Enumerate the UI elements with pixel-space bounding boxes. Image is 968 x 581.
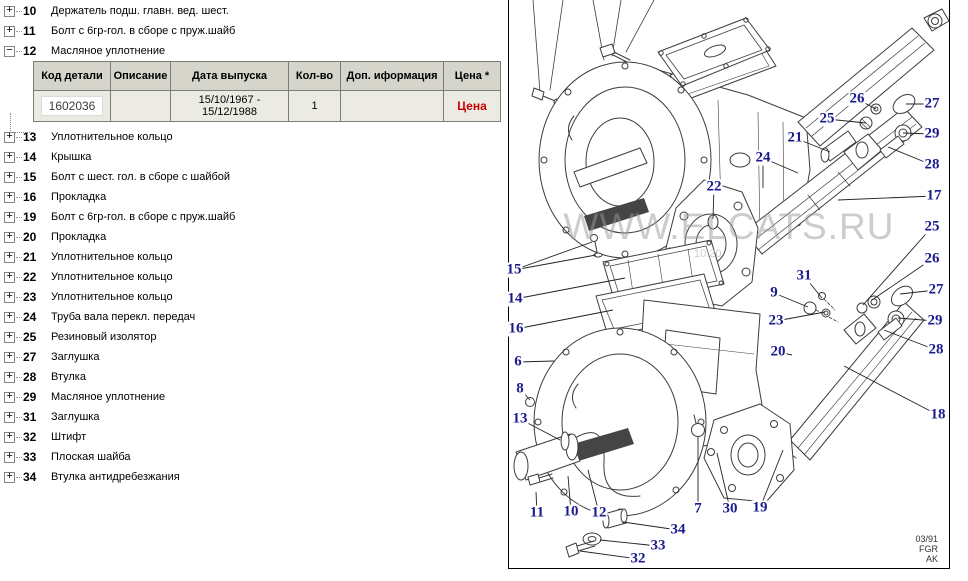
collapse-icon[interactable]: − (4, 46, 15, 57)
expand-icon[interactable]: + (4, 452, 15, 463)
callout-23[interactable]: 23 (768, 312, 784, 329)
callout-12[interactable]: 12 (591, 504, 607, 521)
expand-icon[interactable]: + (4, 6, 15, 17)
parts-tree-top (0, 0, 508, 61)
tree-item-33[interactable] (0, 447, 508, 467)
tree-item-number: 24 (23, 310, 37, 324)
callout-24[interactable]: 24 (755, 149, 771, 166)
tree-item-12[interactable] (0, 41, 508, 61)
callout-21[interactable]: 21 (787, 129, 803, 146)
exploded-view-drawing (508, 0, 968, 581)
tree-dash (16, 436, 22, 438)
tree-item-20[interactable] (0, 227, 508, 247)
tree-item-27[interactable] (0, 347, 508, 367)
expand-icon[interactable]: + (4, 432, 15, 443)
stamp-line-3: AK (925, 554, 938, 564)
tree-item-11[interactable] (0, 21, 508, 41)
tree-item-label: Втулка антидребезжания (51, 471, 180, 483)
callout-16[interactable]: 16 (508, 320, 524, 337)
tree-item-label: Масляное уплотнение (51, 45, 166, 57)
column-header: Доп. иформация (341, 62, 444, 91)
tree-item-label: Заглушка (51, 351, 100, 363)
part-description-cell (111, 91, 171, 122)
column-header: Код детали (34, 62, 111, 91)
expand-icon[interactable]: + (4, 152, 15, 163)
callout-18[interactable]: 18 (930, 406, 946, 423)
part-date-cell (171, 91, 289, 122)
drawing-stamp (915, 534, 938, 564)
expand-icon[interactable]: + (4, 132, 15, 143)
expand-icon[interactable]: + (4, 312, 15, 323)
tree-item-label: Резиновый изолятор (51, 331, 157, 343)
tree-dash (16, 136, 22, 138)
callout-33[interactable]: 33 (650, 537, 666, 554)
part-extra-info-cell (341, 91, 444, 122)
tree-item-number: 28 (23, 370, 37, 384)
tree-item-label: Держатель подш. главн. вед. шест. (51, 5, 229, 17)
tree-item-number: 15 (23, 170, 37, 184)
callout-28[interactable]: 28 (928, 341, 944, 358)
tree-dash (16, 50, 22, 52)
tree-dash (16, 196, 22, 198)
expand-icon[interactable]: + (4, 392, 15, 403)
tree-item-32[interactable] (0, 427, 508, 447)
expand-icon[interactable]: + (4, 372, 15, 383)
expand-icon[interactable]: + (4, 252, 15, 263)
expand-icon[interactable]: + (4, 412, 15, 423)
callout-14[interactable]: 14 (507, 290, 523, 307)
callout-19[interactable]: 19 (752, 499, 768, 516)
tree-item-label: Уплотнительное кольцо (51, 251, 173, 263)
callout-29[interactable]: 29 (924, 125, 940, 142)
tree-item-13[interactable] (0, 127, 508, 147)
callout-30[interactable]: 30 (722, 500, 738, 517)
part-price-cell (444, 91, 501, 122)
tree-item-label: Прокладка (51, 191, 107, 203)
expand-icon[interactable]: + (4, 292, 15, 303)
watermark-date: 10.20 (694, 248, 722, 260)
tree-item-25[interactable] (0, 327, 508, 347)
tree-item-number: 14 (23, 150, 37, 164)
callout-26[interactable]: 26 (849, 90, 865, 107)
callout-13[interactable]: 13 (512, 410, 528, 427)
tree-item-10[interactable] (0, 1, 508, 21)
callout-28[interactable]: 28 (924, 156, 940, 173)
tree-dash (16, 336, 22, 338)
part-code-cell (34, 91, 111, 122)
tree-dash (16, 476, 22, 478)
callout-7[interactable]: 7 (694, 500, 702, 517)
tree-item-number: 32 (23, 430, 37, 444)
tree-dash (16, 176, 22, 178)
tree-dash (16, 236, 22, 238)
tree-dash (16, 30, 22, 32)
tree-item-number: 13 (23, 130, 37, 144)
callout-34[interactable]: 34 (670, 521, 686, 538)
diagram-panel (508, 0, 968, 581)
callout-22[interactable]: 22 (706, 178, 722, 195)
expand-icon[interactable]: + (4, 26, 15, 37)
tree-item-23[interactable] (0, 287, 508, 307)
tree-item-number: 11 (23, 24, 36, 38)
tree-item-label: Уплотнительное кольцо (51, 271, 173, 283)
callout-26[interactable]: 26 (924, 250, 940, 267)
callout-20[interactable]: 20 (770, 343, 786, 360)
expand-icon[interactable]: + (4, 172, 15, 183)
stamp-line-1: 03/91 (915, 534, 938, 544)
parts-tree-bottom (0, 124, 508, 487)
tree-item-number: 20 (23, 230, 37, 244)
tree-item-34[interactable] (0, 467, 508, 487)
callout-25[interactable]: 25 (819, 110, 835, 127)
tree-item-label: Труба вала перекл. передач (51, 311, 196, 323)
tree-item-label: Уплотнительное кольцо (51, 291, 173, 303)
tree-item-number: 21 (23, 250, 37, 264)
tree-dash (16, 256, 22, 258)
tree-item-label: Масляное уплотнение (51, 391, 166, 403)
part-code[interactable]: 1602036 (41, 96, 104, 116)
callout-10[interactable]: 10 (563, 503, 579, 520)
callout-6[interactable]: 6 (514, 353, 522, 370)
tree-item-28[interactable] (0, 367, 508, 387)
tree-connector (10, 113, 32, 133)
tree-item-label: Плоская шайба (51, 451, 131, 463)
tree-item-number: 31 (23, 410, 37, 424)
tree-item-number: 29 (23, 390, 37, 404)
callout-32[interactable]: 32 (630, 550, 646, 567)
tree-item-19[interactable] (0, 207, 508, 227)
part-qty-cell: 1 (289, 91, 341, 122)
callout-9[interactable]: 9 (770, 284, 778, 301)
tree-dash (16, 456, 22, 458)
callout-31[interactable]: 31 (796, 267, 812, 284)
date-line-1: 15/10/1967 - (198, 94, 261, 106)
column-header: Кол-во (289, 62, 341, 91)
tree-item-number: 25 (23, 330, 37, 344)
tree-dash (16, 156, 22, 158)
tree-item-label: Втулка (51, 371, 86, 383)
tree-item-label: Заглушка (51, 411, 100, 423)
tree-item-number: 10 (23, 4, 37, 18)
callout-27[interactable]: 27 (928, 281, 944, 298)
tree-dash (16, 216, 22, 218)
column-header: Описание (111, 62, 171, 91)
tree-item-label: Уплотнительное кольцо (51, 131, 173, 143)
tree-dash (16, 356, 22, 358)
column-header: Цена * (444, 62, 501, 91)
expand-icon[interactable]: + (4, 272, 15, 283)
tree-dash (16, 276, 22, 278)
tree-item-number: 16 (23, 190, 37, 204)
callout-11[interactable]: 11 (529, 504, 545, 521)
tree-item-29[interactable] (0, 387, 508, 407)
tree-dash (16, 376, 22, 378)
tree-dash (16, 416, 22, 418)
tree-item-22[interactable] (0, 267, 508, 287)
tree-item-number: 33 (23, 450, 37, 464)
tree-item-21[interactable] (0, 247, 508, 267)
expand-icon[interactable]: + (4, 332, 15, 343)
tree-dash (16, 296, 22, 298)
table-row (34, 91, 501, 122)
column-header: Дата выпуска (171, 62, 289, 91)
expand-icon[interactable]: + (4, 232, 15, 243)
expand-icon[interactable]: + (4, 352, 15, 363)
tree-item-31[interactable] (0, 407, 508, 427)
tree-item-number: 19 (23, 210, 37, 224)
expand-icon[interactable]: + (4, 192, 15, 203)
expand-icon[interactable]: + (4, 472, 15, 483)
watermark: WWW.ELCATS.RU (563, 206, 895, 247)
tree-dash (16, 316, 22, 318)
part-details-table (33, 61, 501, 122)
tree-item-24[interactable] (0, 307, 508, 327)
date-line-2: 15/12/1988 (201, 106, 258, 118)
tree-item-16[interactable] (0, 187, 508, 207)
callout-27[interactable]: 27 (924, 95, 940, 112)
tree-item-number: 34 (23, 470, 37, 484)
tree-item-number: 22 (23, 270, 37, 284)
callout-15[interactable]: 15 (506, 261, 522, 278)
tree-item-number: 27 (23, 350, 37, 364)
tree-dash (16, 396, 22, 398)
tree-item-label: Штифт (51, 431, 87, 443)
price-link[interactable]: Цена (457, 99, 487, 113)
tree-item-label: Болт с шест. гол. в сборе с шайбой (51, 171, 231, 183)
tree-item-15[interactable] (0, 167, 508, 187)
tree-item-label: Прокладка (51, 231, 107, 243)
callout-8[interactable]: 8 (516, 380, 524, 397)
tree-item-label: Крышка (51, 151, 92, 163)
expand-icon[interactable]: + (4, 212, 15, 223)
callout-29[interactable]: 29 (927, 312, 943, 329)
callout-25[interactable]: 25 (924, 218, 940, 235)
table-header-row (34, 62, 501, 91)
tree-item-label: Болт с 6гр-гол. в сборе с пруж.шайб (51, 211, 236, 223)
tree-item-14[interactable] (0, 147, 508, 167)
tree-item-number: 23 (23, 290, 37, 304)
callout-17[interactable]: 17 (926, 187, 942, 204)
tree-item-label: Болт с 6гр-гол. в сборе с пруж.шайб (51, 25, 236, 37)
tree-item-number: 12 (23, 44, 37, 58)
stamp-line-2: FGR (919, 544, 938, 554)
tree-dash (16, 10, 22, 12)
